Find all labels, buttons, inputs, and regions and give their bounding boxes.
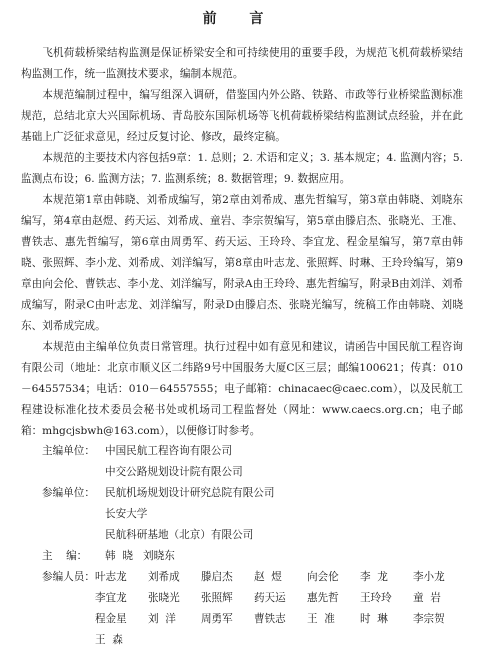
page-title: 前 言 <box>202 11 278 27</box>
staff-name: 赵 煜 <box>253 571 282 583</box>
staff-names <box>95 567 466 651</box>
staff-name: 张晓光 <box>147 592 180 604</box>
staff-name: 李宗贺 <box>412 613 445 625</box>
participant-unit-row <box>42 483 462 546</box>
credits-section <box>42 441 462 651</box>
staff-name: 李小龙 <box>412 571 445 583</box>
staff-line <box>95 609 466 630</box>
participant-unit-label: 参编单位： <box>42 487 95 499</box>
staff-name: 向会伦 <box>306 571 339 583</box>
paragraph-management: 本规范由主编单位负责日常管理。执行过程中如有意见和建议，请函告中国民航工程咨询有限公司（地址：北京市顺义区二纬路9号中国服务大厦C区三层；邮编100621；传真：010－64557534；电话：010－64557555；电子邮箱：chinacaec@caec.com），以及民航工程建设标准化技术委员会秘书处或机场司工程监督处（网址：www.caecs.org.cn；电子邮箱：mhgcjsbwh@163.com），以便修订时参考。 <box>21 341 463 437</box>
staff-name: 刘 洋 <box>147 613 176 625</box>
staff-name: 时 琳 <box>359 613 388 625</box>
editor-row <box>42 546 462 567</box>
staff-name: 滕启杰 <box>200 571 233 583</box>
staff-name: 程金星 <box>94 613 127 625</box>
paragraph-process: 本规范编制过程中，编写组深入调研，借鉴国内外公路、铁路、市政等行业桥梁监测标准规范，总结北京大兴国际机场、青岛胶东国际机场等飞机荷载桥梁结构监测试点经验，并在此基础上广泛征求意见，经过反复讨论、修改，最终定稿。 <box>21 89 463 143</box>
staff-name: 王 森 <box>94 634 123 646</box>
paragraph-purpose: 飞机荷载桥梁结构监测是保证桥梁安全和可持续使用的重要手段，为规范飞机荷载桥梁结构监测工作，统一监测技术要求，编制本规范。 <box>21 47 463 80</box>
chief-unit: 中国民航工程咨询有限公司 <box>105 445 233 457</box>
staff-name: 周勇军 <box>200 613 233 625</box>
staff-name: 李 龙 <box>359 571 388 583</box>
chief-unit-label: 主编单位： <box>42 445 95 457</box>
staff-row <box>42 567 462 651</box>
staff-line <box>95 567 466 588</box>
staff-name: 张照辉 <box>200 592 233 604</box>
staff-name: 李宜龙 <box>94 592 127 604</box>
staff-name: 童 岩 <box>412 592 441 604</box>
chief-unit-row <box>42 441 462 483</box>
participant-unit: 长安大学 <box>105 508 148 520</box>
chief-unit: 中交公路规划设计院有限公司 <box>105 466 243 478</box>
staff-label: 参编人员： <box>42 571 95 583</box>
editor-names: 韩 晓 刘晓东 <box>105 550 175 562</box>
paragraph-authors: 本规范第1章由韩晓、刘希成编写，第2章由刘希成、惠先哲编写，第3章由韩晓、刘晓东编写，第4章由赵煜、药天运、刘希成、童岩、李宗贺编写，第5章由滕启杰、张晓光、王准、曹铁志、惠先哲编写，第6章由周勇军、药天运、王玲玲、李宜龙、程金星编写，第7章由韩晓、张照辉、李小龙、刘希成、刘洋编写，第8章由叶志龙、张照辉、时琳、王玲玲编写，第9章由向会伦、曹铁志、李小龙、刘洋编写，附录A由王玲玲、惠先哲编写，附录B由刘洋、刘希成编写，附录C由叶志龙、刘洋编写，附录D由滕启杰、张晓光编写，统稿工作由韩晓、刘晓东、刘希成完成。 <box>21 194 463 332</box>
staff-name: 药天运 <box>253 592 286 604</box>
participant-unit: 民航科研基地（北京）有限公司 <box>105 529 254 541</box>
staff-name: 叶志龙 <box>94 571 127 583</box>
staff-name: 曹铁志 <box>253 613 286 625</box>
staff-name: 惠先哲 <box>306 592 339 604</box>
participant-unit: 民航机场规划设计研究总院有限公司 <box>105 487 275 499</box>
editor-label: 主 编： <box>42 550 88 562</box>
staff-line <box>95 588 466 609</box>
preface-body <box>21 43 463 442</box>
staff-name: 刘希成 <box>147 571 180 583</box>
paragraph-contents: 本规范的主要技术内容包括9章：1. 总则；2. 术语和定义；3. 基本规定；4. 监测内容；5. 监测点布设；6. 监测方法；7. 监测系统；8. 数据管理；9. 数据应用。 <box>21 152 463 185</box>
staff-name: 王 准 <box>306 613 335 625</box>
staff-line <box>95 630 466 651</box>
staff-name: 王玲玲 <box>359 592 392 604</box>
